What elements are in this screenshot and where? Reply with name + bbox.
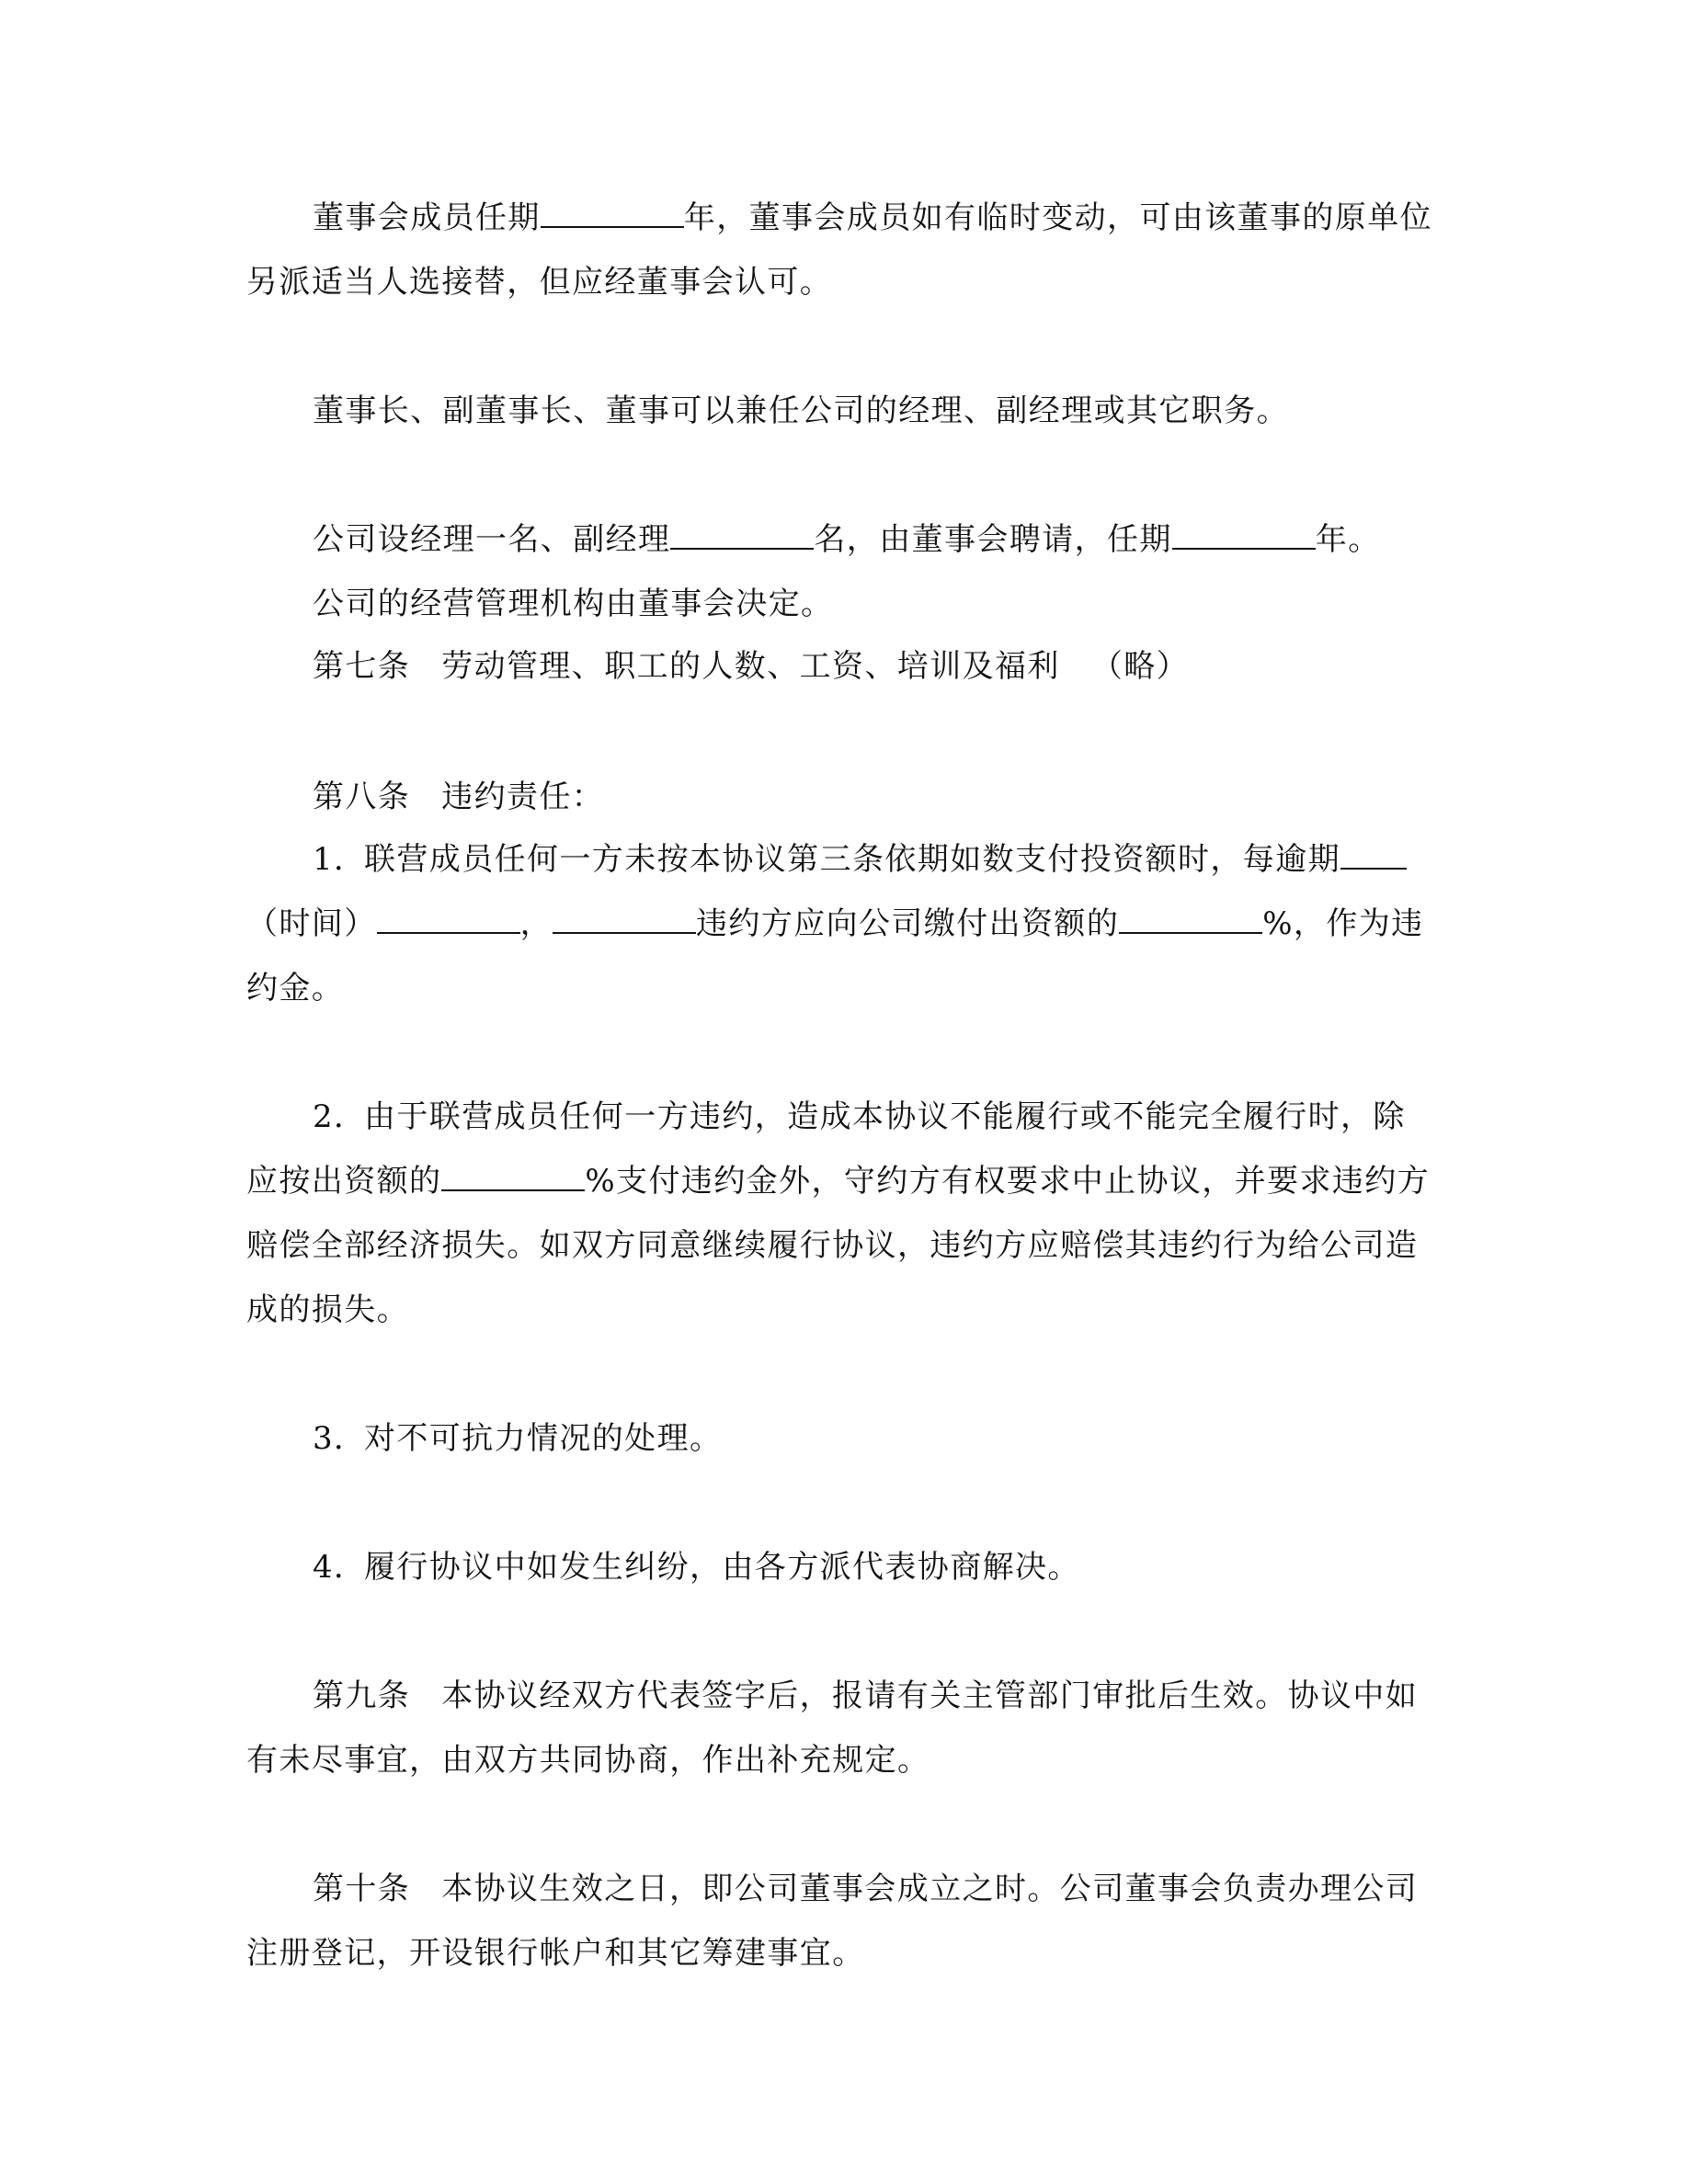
- overdue-period-blank: [1340, 838, 1407, 870]
- article-7: [313, 645, 1508, 688]
- manager-text-b: 名，由董事会聘请，任期: [814, 521, 1172, 558]
- article-10-line-1: [313, 1868, 1508, 1910]
- deputy-count-blank: [670, 518, 814, 550]
- clause-2-line-4: 成的损失。: [246, 1291, 409, 1328]
- management-structure-line: 公司的经营管理机构由董事会决定。: [313, 586, 834, 622]
- article-7-note: （略）: [1090, 648, 1190, 685]
- time-blank: [377, 903, 520, 934]
- article-9-line-2: 有未尽事宜，由双方共同协商，作出补充规定。: [246, 1742, 930, 1779]
- article-7-label: 第七条: [313, 648, 411, 685]
- clause-1-line-1: [313, 838, 1508, 881]
- article-8-heading: [313, 776, 1508, 818]
- clause-1-text-3: %，作为违: [1262, 905, 1424, 942]
- clause-1-line-3: 约金。: [246, 970, 345, 1007]
- clause-3-text: 对不可抗力情况的处理。: [364, 1420, 723, 1457]
- board-term-line-2: 另派适当人选接替，但应经董事会认可。: [246, 264, 833, 301]
- article-9-text-1: 本协议经双方代表签字后，报请有关主管部门审批后生效。协议中如: [441, 1678, 1419, 1714]
- clause-2-text-b: %支付违约金外，守约方有权要求中止协议，并要求违约方: [585, 1163, 1431, 1200]
- article-9-line-1: [313, 1675, 1508, 1717]
- article-7-text: 劳动管理、职工的人数、工资、培训及福利: [441, 648, 1060, 685]
- manager-term-blank: [1172, 518, 1316, 550]
- breach-percent-blank: [441, 1160, 585, 1191]
- clause-2-text-a: 应按出资额的: [246, 1163, 442, 1200]
- article-8-label: 第八条: [313, 779, 411, 815]
- clause-2-number: 2．: [313, 1098, 367, 1135]
- clause-1-number: 1．: [313, 841, 367, 878]
- concurrent-posts-paragraph: 董事长、副董事长、董事可以兼任公司的经理、副经理或其它职务。: [313, 392, 1289, 429]
- manager-text-c: 年。: [1315, 521, 1381, 558]
- penalty-percent-blank: [1119, 903, 1262, 934]
- article-10-label: 第十条: [313, 1871, 411, 1907]
- article-10-line-2: 注册登记，开设银行帐户和其它筹建事宜。: [246, 1935, 865, 1972]
- term-years-blank: [541, 197, 684, 228]
- clause-4-number: 4．: [313, 1549, 367, 1586]
- clause-2-line-2: [246, 1160, 1442, 1202]
- clause-3-number: 3．: [313, 1420, 367, 1457]
- board-term-text-a: 董事会成员任期: [313, 199, 541, 236]
- clause-2-line-3: 赔偿全部经济损失。如双方同意继续履行协议，违约方应赔偿其违约行为给公司造: [246, 1227, 1419, 1264]
- clause-1-time-label: （时间）: [246, 905, 377, 942]
- article-10-text-1: 本协议生效之日，即公司董事会成立之时。公司董事会负责办理公司: [441, 1871, 1419, 1907]
- manager-text-a: 公司设经理一名、副经理: [313, 521, 671, 558]
- article-8-text: 违约责任：: [441, 779, 605, 815]
- board-term-line-1: [313, 197, 1508, 239]
- clause-2-line-1: [313, 1096, 1508, 1138]
- clause-3: [313, 1417, 1508, 1460]
- manager-appointment-line: [313, 518, 1508, 561]
- clause-1-line-2: [246, 903, 1442, 945]
- clause-1-comma: ，: [519, 905, 553, 942]
- clause-2-text-1: 由于联营成员任何一方违约，造成本协议不能履行或不能完全履行时，除: [364, 1098, 1406, 1135]
- clause-1-text-2: 违约方应向公司缴付出资额的: [696, 905, 1120, 942]
- clause-4: [313, 1546, 1508, 1588]
- clause-4-text: 履行协议中如发生纠纷，由各方派代表协商解决。: [364, 1549, 1080, 1586]
- clause-1-text-1: 联营成员任何一方未按本协议第三条依期如数支付投资额时，每逾期: [364, 841, 1340, 878]
- article-9-label: 第九条: [313, 1678, 411, 1714]
- time-blank-2: [553, 903, 696, 934]
- board-term-text-b: 年，董事会成员如有临时变动，可由该董事的原单位: [683, 199, 1433, 236]
